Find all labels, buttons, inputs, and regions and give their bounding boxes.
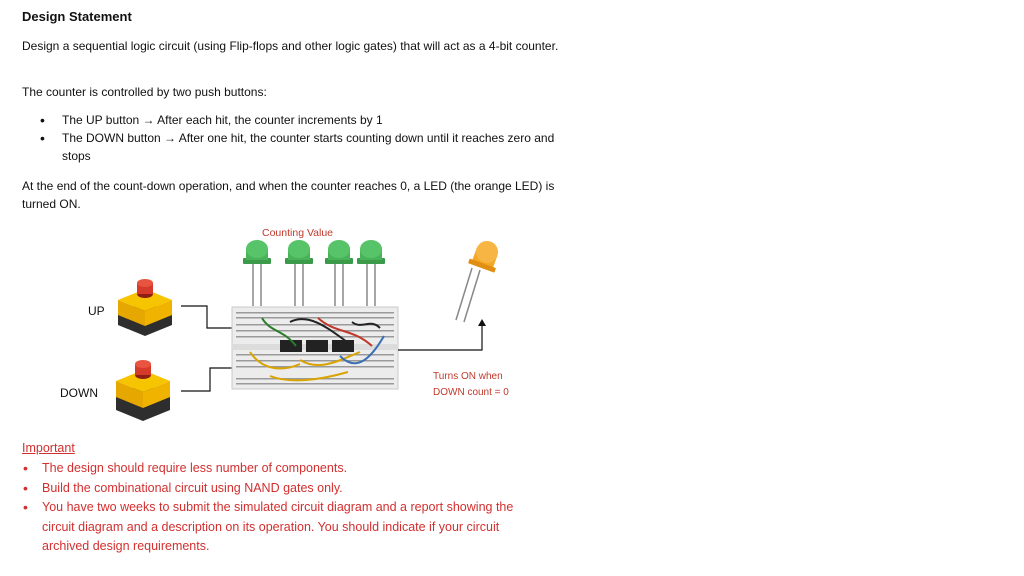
counting-value-label: Counting Value (262, 227, 334, 239)
orange-led-icon (456, 237, 504, 322)
arrow-up-icon (478, 319, 486, 326)
list-item: • The UP button → After each hit, the counter increments by 1 (40, 111, 560, 129)
up-label: UP (88, 304, 105, 318)
down-label: DOWN (60, 386, 98, 400)
section-title: Design Statement (22, 9, 132, 24)
important-heading: Important (22, 441, 75, 455)
button-bullet-list (40, 111, 560, 165)
up-wire (181, 306, 232, 328)
green-led-4-icon (357, 240, 385, 306)
breadboard-icon (232, 307, 398, 389)
circuit-diagram (0, 220, 560, 430)
led-wire (398, 322, 482, 350)
green-led-2-icon (285, 240, 313, 306)
green-led-3-icon (325, 240, 353, 306)
turns-on-line1: Turns ON when (433, 371, 503, 382)
up-push-button-icon (118, 279, 172, 336)
down-wire (181, 368, 232, 391)
list-item: • Build the combinational circuit using NAND gates only. (22, 479, 542, 499)
turns-on-line2: DOWN count = 0 (433, 387, 509, 398)
down-push-button-icon (116, 360, 170, 421)
list-item: • You have two weeks to submit the simulated circuit diagram and a report showing the circuit diagram and a description on its operation. You should indicate if your circuit archived design requirements. (22, 498, 542, 557)
list-item: • The design should require less number of components. (22, 459, 542, 479)
important-list (22, 459, 542, 557)
list-item: • The DOWN button → After one hit, the counter starts counting down until it reaches zero and stops (40, 129, 560, 165)
intro-paragraph: Design a sequential logic circuit (using Flip-flops and other logic gates) that will act as a 4-bit counter. (22, 39, 559, 53)
buttons-intro: The counter is controlled by two push buttons: (22, 85, 267, 99)
led-paragraph: At the end of the count-down operation, and when the counter reaches 0, a LED (the orange LED) is turned ON. (22, 179, 555, 211)
green-led-1-icon (243, 240, 271, 306)
